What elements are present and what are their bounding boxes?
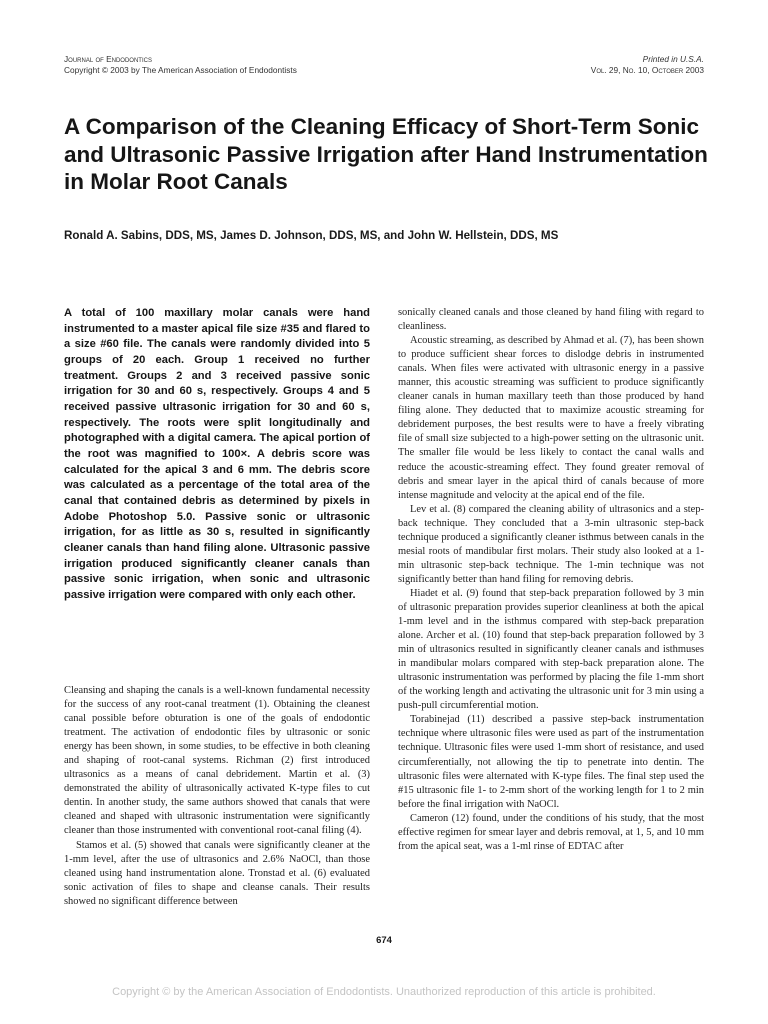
body-column-right [398, 306, 704, 854]
copyright-line: Copyright © 2003 by The American Association of Endodontists [64, 65, 297, 75]
body-paragraph: sonically cleaned canals and those cleaned by hand filing with regard to cleanliness. [398, 307, 704, 333]
body-column-left [64, 684, 370, 909]
volume-info: Vol. 29, No. 10, October 2003 [590, 65, 704, 75]
body-paragraph: Cleansing and shaping the canals is a well-known fundamental necessity for the success of any root-canal treatment (1). Obtaining the cleanest canal possible before obturation is one of the goals of endodontic treatment. The activation of endodontic files by ultrasonic or sonic energy has been shown, in some studies, to be effective in both cleaning and shaping of root-canal systems. Richman (2) first introduced ultrasonics as a means of canal debridement. Martin et al. (3) demonstrated the ability of ultrasonically activated K-type files to cut dentin. In another study, the same authors showed that canals that were cleaned and shaped with ultrasonic instrumentation were significantly cleaner than those instrumented with conventional root-canal filing (4). [64, 685, 370, 837]
printed-in: Printed in U.S.A. [642, 54, 704, 64]
print-info [591, 54, 704, 76]
abstract: A total of 100 maxillary molar canals were hand instrumented to a master apical file size #35 and flared to a size #60 file. The canals were randomly divided into 5 groups of 20 each. Group 1 received no further treatment. Groups 2 and 3 received passive sonic irrigation for 30 and 60 s, respectively. Groups 4 and 5 received passive ultrasonic irrigation for 30 and 60 s, respectively. The roots were split longitudinally and photographed with a digital camera. The apical portion of the root was magnified to 100×. A debris score was calculated for the apical 3 and 6 mm. The debris score was calculated as a percentage of the total area of the canal that contained debris as determined by pixels in Adobe Photoshop 5.0. Passive sonic or ultrasonic irrigation, for as little as 30 s, resulted in significantly cleaner canals than hand filing alone. Ultrasonic passive irrigation produced significantly cleaner canals than passive sonic irrigation, when sonic and ultrasonic passive irrigation were compared with only each other. [64, 307, 370, 601]
body-paragraph: Stamos et al. (5) showed that canals were significantly cleaner at the 1-mm level, after the use of ultrasonics and 2.6% NaOCl, than those cleaned using hand instrumentation alone. Tronstad et al. (6) evaluated sonic activation of files to shape and cleanse canals. Their results showed no significant difference between [64, 839, 370, 907]
author-list: Ronald A. Sabins, DDS, MS, James D. Johnson, DDS, MS, and John W. Hellstein, DDS, MS [64, 229, 559, 242]
article-title: A Comparison of the Cleaning Efficacy of Short-Term Sonic and Ultrasonic Passive Irrigation after Hand Instrumentation in Molar Root Canals [64, 114, 708, 194]
body-paragraph: Torabinejad (11) described a passive step-back instrumentation technique where ultrasonic files were used as part of the instrumentation technique. Ultrasonic files were used 1-mm short of resistance, and used circumferentially, not allowing the tip to penetrate into dentin. The ultrasonic files were alternated with K-type files. The final step used the #15 ultrasonic file 1- to 2-mm short of the working length for 1 to 2 min before the final irrigation with NaOCl. [398, 714, 704, 810]
page-number: 674 [376, 935, 392, 946]
body-paragraph: Hiadet et al. (9) found that step-back preparation followed by 3 min of ultrasonic preparation provides superior cleanliness at both the apical 1-mm level and in the isthmus compared with step-back preparation alone. Archer et al. (10) found that step-back preparation followed by 3 min of ultrasonics resulted in significantly cleaner canals and isthmuses in mandibular molars compared with step-back preparation alone. The ultrasonic instrumentation was performed by placing the file 1-mm short of the working length and activating the ultrasonic unit for 3 min using a push-pull circumferential motion. [398, 587, 704, 712]
body-paragraph: Lev et al. (8) compared the cleaning ability of ultrasonics and a step-back technique. They concluded that a 3-min ultrasonic step-back technique produced a significantly cleaner isthmus between canals in the mesial roots of mandibular first molars. Their study also looked at a 1-min ultrasonic step-back technique. The 1-min technique was not significantly better than hand filing for removing debris. [398, 503, 704, 585]
journal-header [64, 54, 297, 76]
body-paragraph: Cameron (12) found, under the conditions of his study, that the most effective regimen for smear layer and debris removal, at 1, 5, and 10 mm from the apical seat, was a 1-ml rinse of EDTAC after [398, 812, 704, 852]
body-paragraph: Acoustic streaming, as described by Ahmad et al. (7), has been shown to produce sufficient shear forces to dislodge debris in instrumented canals. When files were activated with ultrasonic energy in a passive manner, this acoustic streaming was sufficient to produce significantly cleaner canals in human maxillary teeth than those produced by hand filing alone. They deducted that to maximize acoustic streaming for debridement purposes, the best results were to have a freely vibrating file of small size subjected to a high-power setting on the ultrasonic unit. The smaller file would be less likely to contact the canal walls and reduce the acoustic-streaming effect. They found greater removal of debris and smear layer in the apical third of canals because of more intense magnitude and velocity at the apical end of the file. [398, 335, 704, 501]
journal-name: Journal of Endodontics [64, 54, 152, 64]
copyright-footer: Copyright © by the American Association of Endodontists. Unauthorized reproduction of this article is prohibited. [112, 986, 656, 998]
